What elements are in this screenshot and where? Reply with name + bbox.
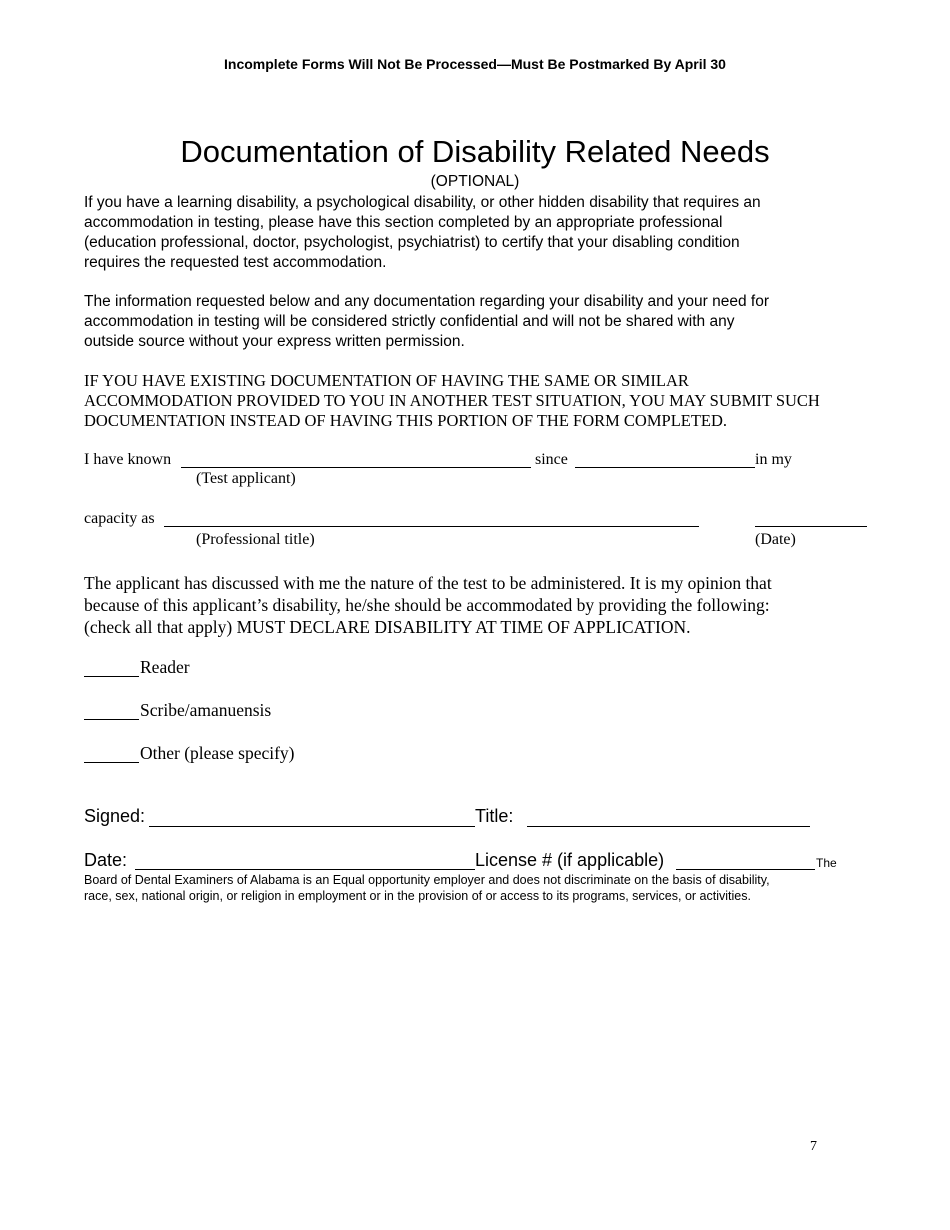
signed-label: Signed: xyxy=(84,806,146,826)
since-label: since xyxy=(535,451,568,468)
capacity-date-field[interactable] xyxy=(755,526,867,527)
intro-paragraph xyxy=(84,193,761,273)
existing-doc-line: DOCUMENTATION INSTEAD OF HAVING THIS PORTION OF THE FORM COMPLETED. xyxy=(84,411,728,430)
footer-statement xyxy=(84,872,770,904)
signature-date-field[interactable] xyxy=(135,869,475,870)
intro-line: (education professional, doctor, psychologist, psychiatrist) to certify that your disabling condition xyxy=(84,234,740,251)
other-option-label: Other (please specify) xyxy=(140,743,295,763)
reader-checkbox-line[interactable] xyxy=(84,676,139,677)
confidential-line: The information requested below and any documentation regarding your disability and your need for xyxy=(84,293,770,310)
page-title: Documentation of Disability Related Needs xyxy=(180,134,770,169)
opinion-line: because of this applicant’s disability, he/she should be accommodated by providing the following: xyxy=(84,595,770,615)
title-label: Title: xyxy=(475,806,514,826)
existing-doc-line: IF YOU HAVE EXISTING DOCUMENTATION OF HAVING THE SAME OR SIMILAR xyxy=(84,371,689,390)
opinion-line: (check all that apply) MUST DECLARE DISABILITY AT TIME OF APPLICATION. xyxy=(84,617,691,637)
professional-title-field[interactable] xyxy=(164,526,699,527)
footer-statement-line: race, sex, national origin, or religion in employment or in the provision of or access to its programs, services, or activities. xyxy=(84,889,751,903)
opinion-paragraph xyxy=(84,572,772,638)
scribe-option-label: Scribe/amanuensis xyxy=(140,700,272,720)
test-applicant-caption: (Test applicant) xyxy=(196,470,296,487)
scribe-checkbox-line[interactable] xyxy=(84,719,139,720)
title-field[interactable] xyxy=(527,826,810,827)
opinion-line: The applicant has discussed with me the nature of the test to be administered. It is my opinion that xyxy=(84,573,772,593)
test-applicant-field[interactable] xyxy=(181,467,531,468)
trailing-word: The xyxy=(816,856,837,870)
page-subtitle: (OPTIONAL) xyxy=(430,173,520,190)
intro-line: accommodation in testing, please have this section completed by an appropriate professional xyxy=(84,214,723,231)
reader-option-label: Reader xyxy=(140,657,190,677)
confidential-line: outside source without your express written permission. xyxy=(84,333,465,350)
intro-line: requires the requested test accommodation. xyxy=(84,254,387,271)
footer-statement-line: Board of Dental Examiners of Alabama is an Equal opportunity employer and does not discriminate on the basis of disability, xyxy=(84,873,770,887)
confidential-line: accommodation in testing will be considered strictly confidential and will not be shared with any xyxy=(84,313,735,330)
intro-line: If you have a learning disability, a psychological disability, or other hidden disability that requires an xyxy=(84,194,761,211)
date-label: Date: xyxy=(84,850,128,870)
confidential-paragraph xyxy=(84,292,769,352)
header-notice: Incomplete Forms Will Not Be Processed—Must Be Postmarked By April 30 xyxy=(224,56,726,72)
license-field[interactable] xyxy=(676,869,815,870)
since-date-field[interactable] xyxy=(575,467,755,468)
existing-doc-line: ACCOMMODATION PROVIDED TO YOU IN ANOTHER TEST SITUATION, YOU MAY SUBMIT SUCH xyxy=(84,391,820,410)
license-label: License # (if applicable) xyxy=(475,850,665,870)
signature-field[interactable] xyxy=(149,826,475,827)
capacity-prefix: capacity as xyxy=(84,510,155,527)
date-caption: (Date) xyxy=(755,531,796,548)
professional-title-caption: (Professional title) xyxy=(196,531,315,548)
page-number: 7 xyxy=(810,1139,817,1154)
other-checkbox-line[interactable] xyxy=(84,762,139,763)
known-prefix: I have known xyxy=(84,451,172,468)
known-suffix: in my xyxy=(755,451,792,468)
existing-doc-paragraph xyxy=(84,371,820,431)
